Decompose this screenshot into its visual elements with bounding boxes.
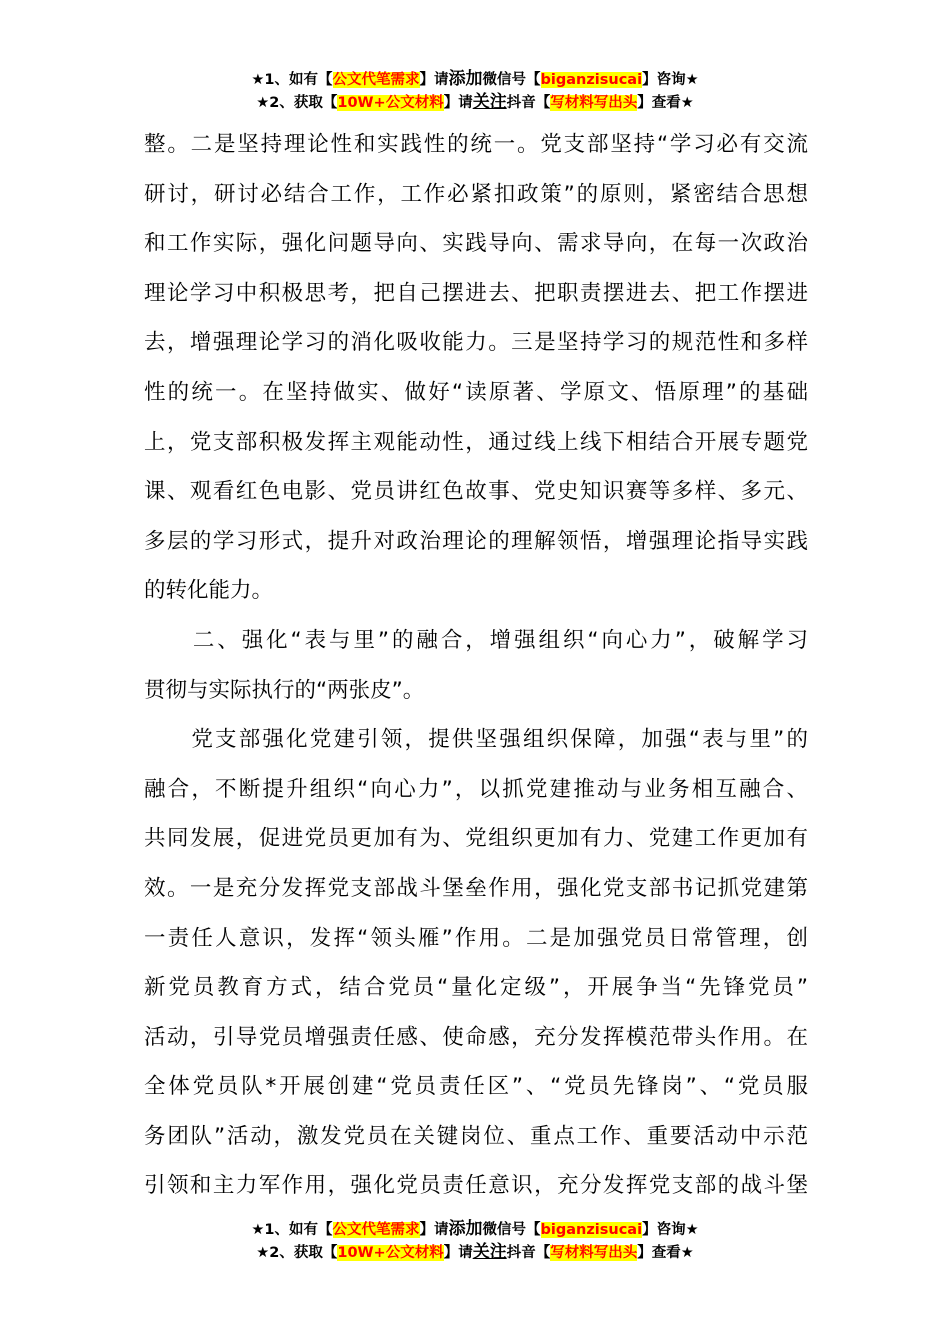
body-line: 理论学习中积极思考，把自己摆进去、把职责摆进去、把工作摆进 [144,280,808,306]
body-line: 务团队”活动，激发党员在关键岗位、重点工作、重要活动中示范 [144,1123,808,1149]
banner-line-2: ★2、获取【10W+公文材料】请关注抖音【写材料写出头】查看★ [256,92,694,112]
header-banner [0,68,950,114]
highlight-service: 公文代笔需求 [332,1222,420,1238]
highlight-douyin-account: 写材料写出头 [550,95,638,111]
highlight-materials: 10W+公文材料 [337,95,444,111]
body-line: 一责任人意识，发挥“领头雁”作用。二是加强党员日常管理，创 [144,925,808,951]
body-line: 研讨，研讨必结合工作，工作必紧扣政策”的原则，紧密结合思想 [144,181,808,207]
highlight-wechat-id: biganzisucai [540,72,643,88]
body-line: 课、观看红色电影、党员讲红色故事、党史知识赛等多样、多元、 [144,479,808,505]
body-line: 引领和主力军作用，强化党员责任意识，充分发挥党支部的战斗堡 [144,1173,808,1199]
body-line: 活动，引导党员增强责任感、使命感，充分发挥模范带头作用。在 [144,1024,808,1050]
body-line: 融合，不断提升组织“向心力”，以抓党建推动与业务相互融合、 [144,776,808,802]
body-line: 性的统一。在坚持做实、做好“读原著、学原文、悟原理”的基础 [144,379,808,405]
body-line: 上，党支部积极发挥主观能动性，通过线上线下相结合开展专题党 [144,429,808,455]
document-body [144,120,808,1211]
highlight-materials: 10W+公文材料 [337,1245,444,1261]
body-line: 和工作实际，强化问题导向、实践导向、需求导向，在每一次政治 [144,231,808,257]
body-line: 的转化能力。 [144,578,274,604]
section-heading-line: 贯彻与实际执行的“两张皮”。 [144,677,425,703]
body-line: 多层的学习形式，提升对政治理论的理解领悟，增强理论指导实践 [144,528,808,554]
body-line: 新党员教育方式，结合党员“量化定级”，开展争当“先锋党员” [144,975,808,1001]
section-heading-line: 二、强化“表与里”的融合，增强组织“向心力”，破解学习 [144,627,808,653]
banner-line-1: ★1、如有【公文代笔需求】请添加微信号【biganzisucai】咨询★ [251,1219,699,1239]
highlight-service: 公文代笔需求 [332,72,420,88]
body-line: 全体党员队*开展创建“党员责任区”、“党员先锋岗”、“党员服 [144,1074,808,1100]
banner-line-2: ★2、获取【10W+公文材料】请关注抖音【写材料写出头】查看★ [256,1242,694,1262]
body-line: 党支部强化党建引领，提供坚强组织保障，加强“表与里”的 [144,727,808,753]
body-line: 去，增强理论学习的消化吸收能力。三是坚持学习的规范性和多样 [144,330,808,356]
footer-banner [0,1218,950,1264]
body-line: 效。一是充分发挥党支部战斗堡垒作用，强化党支部书记抓党建第 [144,875,808,901]
body-line: 整。二是坚持理论性和实践性的统一。党支部坚持“学习必有交流 [144,132,808,157]
highlight-wechat-id: biganzisucai [540,1222,643,1238]
body-line: 共同发展，促进党员更加有为、党组织更加有力、党建工作更加有 [144,826,808,852]
highlight-douyin-account: 写材料写出头 [550,1245,638,1261]
banner-line-1: ★1、如有【公文代笔需求】请添加微信号【biganzisucai】咨询★ [251,69,699,89]
